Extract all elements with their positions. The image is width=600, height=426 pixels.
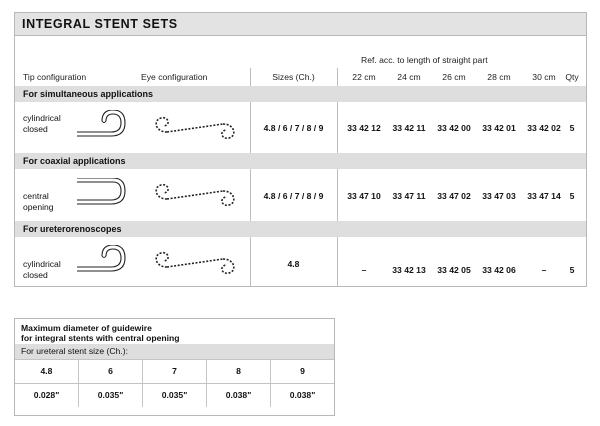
length-header-28: 28 cm xyxy=(487,72,511,82)
table-title: INTEGRAL STENT SETS xyxy=(15,13,586,36)
ref-header: Ref. acc. to length of straight part xyxy=(361,55,488,65)
length-header-24: 24 cm xyxy=(397,72,421,82)
tip-label: cylindrical closed xyxy=(23,113,61,134)
ref-value: 33 47 03 xyxy=(482,191,516,201)
section-header: For simultaneous applications xyxy=(15,86,586,102)
stent-size-cell: 9 xyxy=(270,360,334,383)
pigtail-eye-icon xyxy=(151,181,239,209)
ref-value: – xyxy=(361,265,367,275)
ref-value: 33 42 06 xyxy=(482,265,516,275)
length-header-26: 26 cm xyxy=(442,72,466,82)
section-header: For coaxial applications xyxy=(15,153,586,169)
pigtail-eye-icon xyxy=(151,114,239,142)
qty-value: 5 xyxy=(569,191,575,201)
pigtail-eye-icon xyxy=(151,249,239,277)
guidewire-diameter-row xyxy=(15,383,334,407)
ref-value: 33 47 14 xyxy=(527,191,561,201)
sizes-value: 4.8 / 6 / 7 / 8 / 9 xyxy=(263,123,324,133)
guidewire-table xyxy=(14,318,335,416)
sizes-value: 4.8 xyxy=(287,259,300,269)
diameter-cell: 0.038" xyxy=(270,384,334,407)
diameter-cell: 0.038" xyxy=(206,384,270,407)
ref-value: 33 47 11 xyxy=(392,191,426,201)
stent-size-cell: 4.8 xyxy=(40,366,53,376)
ref-value: 33 42 12 xyxy=(347,123,381,133)
ref-value: 33 42 02 xyxy=(527,123,561,133)
qty-value: 5 xyxy=(569,265,575,275)
ref-value: 33 47 10 xyxy=(347,191,381,201)
stent-size-cell: 6 xyxy=(78,360,142,383)
cylindrical-closed-tip-icon xyxy=(77,110,127,144)
sizes-value: 4.8 / 6 / 7 / 8 / 9 xyxy=(263,191,324,201)
diameter-cell: 0.028" xyxy=(33,390,60,400)
qty-value: 5 xyxy=(569,123,575,133)
integral-stent-sets-table xyxy=(14,12,587,287)
diameter-cell: 0.035" xyxy=(142,384,206,407)
eye-config-header: Eye configuration xyxy=(141,72,208,82)
cylindrical-closed-tip-icon xyxy=(77,245,127,279)
guidewire-sizes-row xyxy=(15,359,334,383)
tip-label: central opening xyxy=(23,191,54,212)
qty-header: Qty xyxy=(565,72,579,82)
length-header-22: 22 cm xyxy=(352,72,376,82)
ref-value: 33 42 05 xyxy=(437,265,471,275)
ref-value: 33 47 02 xyxy=(437,191,471,201)
tip-config-header: Tip configuration xyxy=(23,72,87,82)
stent-size-cell: 7 xyxy=(142,360,206,383)
stent-size-cell: 8 xyxy=(206,360,270,383)
section-header: For ureterorenoscopes xyxy=(15,221,586,237)
ref-value: 33 42 13 xyxy=(392,265,426,275)
guidewire-title: Maximum diameter of guidewire for integral stents with central opening xyxy=(21,323,180,343)
sizes-header: Sizes (Ch.) xyxy=(272,72,315,82)
guidewire-subheader: For ureteral stent size (Ch.): xyxy=(15,344,334,359)
central-opening-tip-icon xyxy=(77,178,127,212)
ref-value: 33 42 00 xyxy=(437,123,471,133)
length-header-30: 30 cm xyxy=(532,72,556,82)
ref-value: – xyxy=(541,265,547,275)
ref-value: 33 42 11 xyxy=(392,123,426,133)
diameter-cell: 0.035" xyxy=(78,384,142,407)
tip-label: cylindrical closed xyxy=(23,259,61,280)
ref-value: 33 42 01 xyxy=(482,123,516,133)
